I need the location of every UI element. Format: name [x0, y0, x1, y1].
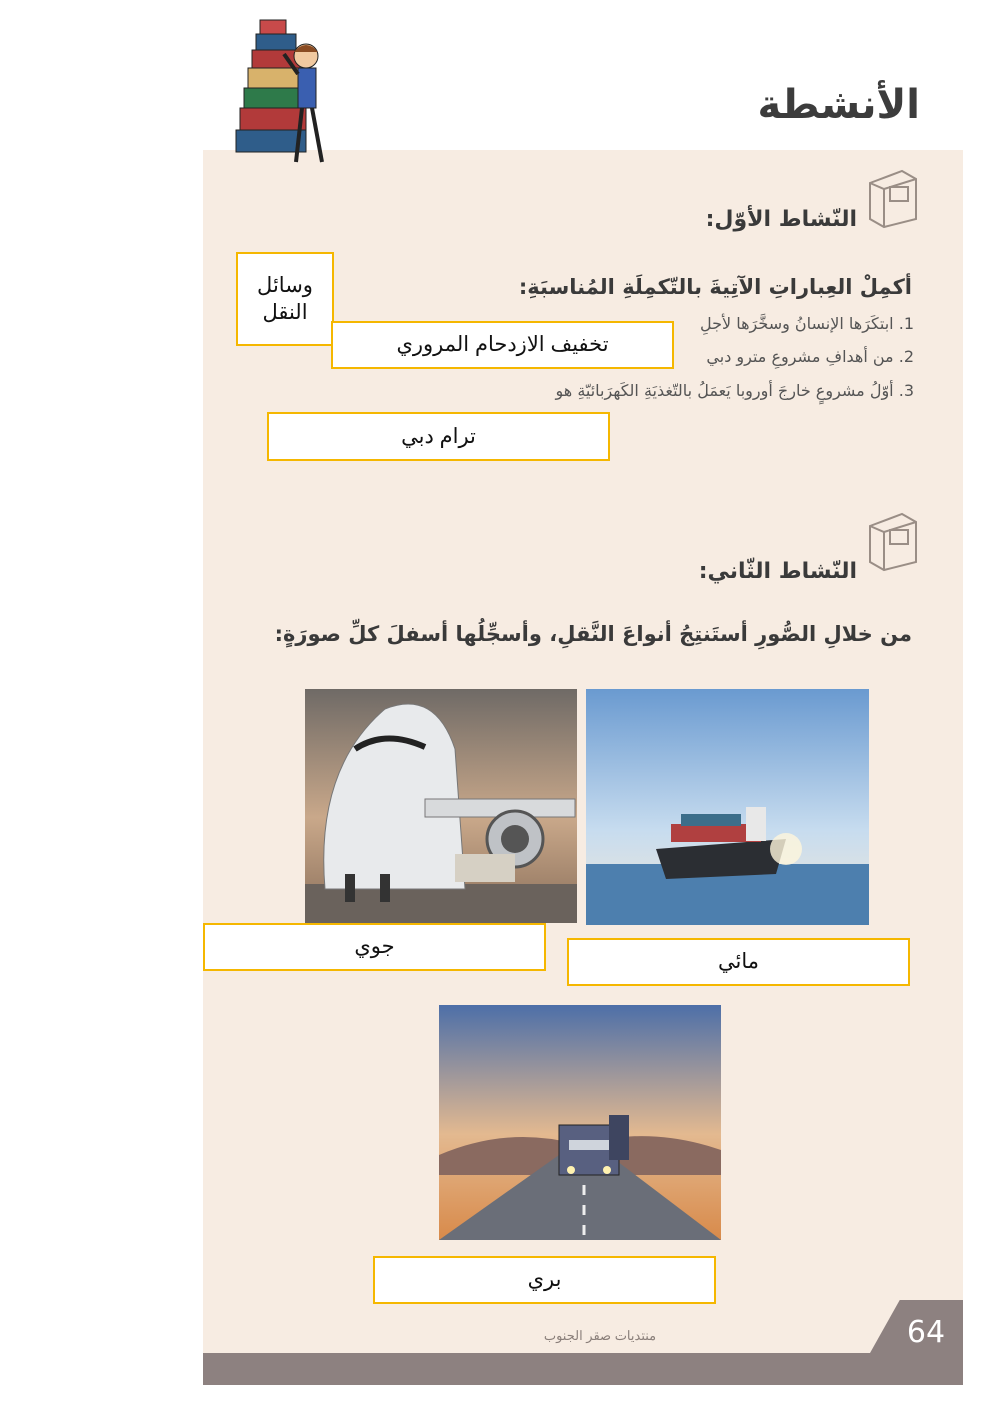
airplane-photo	[305, 689, 577, 923]
question-number: 2.	[898, 347, 914, 366]
truck-photo	[439, 1005, 721, 1240]
answer-field-2[interactable]: تخفيف الازدحام المروري	[331, 321, 674, 369]
answer-field-3[interactable]: ترام دبي	[267, 412, 610, 461]
school-bag-icon	[862, 165, 920, 229]
question-number: 1.	[898, 314, 914, 333]
answer-field-1[interactable]: وسائل النقل	[236, 252, 334, 346]
answer-field-air[interactable]: جوي	[203, 923, 546, 971]
footer-bar	[203, 1353, 963, 1385]
question-3	[294, 381, 914, 400]
books-mascot-illustration	[228, 12, 338, 177]
answer-field-land[interactable]: بري	[373, 1256, 716, 1304]
question-text: أوّلُ مشروعٍ خارجَ أوروبا يَعمَلُ بالتّغذيَةِ الكَهرَبائيّةِ هو	[555, 381, 894, 400]
activity-1-title: النّشاط الأوّل:	[705, 207, 857, 232]
school-bag-icon	[862, 508, 920, 572]
activity-2-title: النّشاط الثّاني:	[698, 559, 857, 584]
cargo-ship-photo	[586, 689, 869, 925]
page-number: 64	[906, 1315, 946, 1350]
question-text: ابتكَرَها الإنسانُ وسخَّرَها لأجلِ	[700, 314, 894, 333]
page-title: الأنشطة	[757, 82, 920, 128]
question-text: من أهدافِ مشروعِ مترو دبي	[706, 347, 894, 366]
activity-1-instruction: أكمِلْ العِباراتِ الآتِيةَ بالتّكمِلَةِ المُناسبَةِ:	[518, 275, 912, 299]
activity-2-instruction: من خلالِ الصُّورِ أستَنتِجُ أنواعَ النَّقلِ، وأسجِّلُها أسفلَ كلِّ صورَةٍ:	[274, 622, 912, 646]
answer-field-water[interactable]: مائي	[567, 938, 910, 986]
question-number: 3.	[898, 381, 914, 400]
footer-credit: منتديات صقر الجنوب	[543, 1328, 657, 1343]
